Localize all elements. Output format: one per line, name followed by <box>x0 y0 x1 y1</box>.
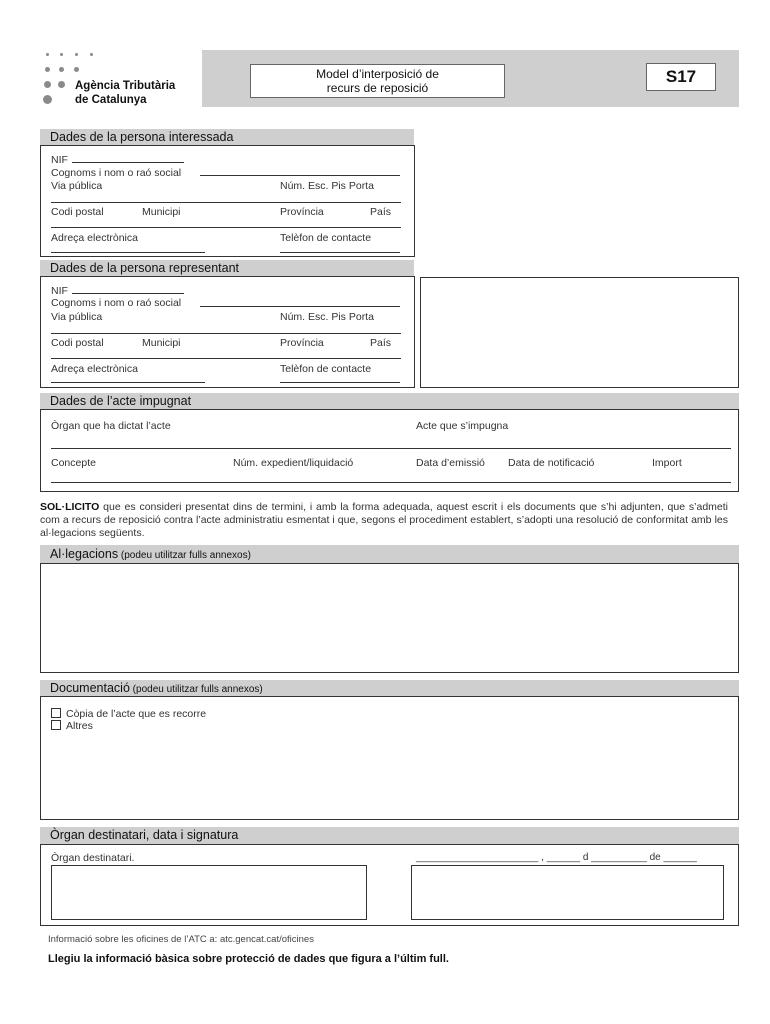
rep-adreca-field[interactable] <box>51 382 205 383</box>
data-emissio-label: Data d’emissió <box>416 457 485 469</box>
section-acte-heading: Dades de l’acte impugnat <box>40 393 739 409</box>
logo-dot <box>45 67 50 72</box>
provincia-label: Província <box>280 206 324 218</box>
organ-destinatari-field[interactable] <box>51 865 367 920</box>
section-organ-heading: Òrgan destinatari, data i signatura <box>40 827 739 844</box>
logo-dot <box>59 67 64 72</box>
data-protection-note: Llegiu la informació bàsica sobre protecció de dades que figura a l’últim full. <box>48 953 449 965</box>
logo-dot <box>58 81 65 88</box>
solicito-text: que es consideri presentat dins de termini, i amb la forma adequada, aquest escrit i els documents que s’hi adjunten, que s’admeti com a recurs de reposició contra l’acte administratiu esmentat i que, segons el procediment establert, s’adopti una resolució de conformitat amb les al·legacions següents. <box>40 501 728 539</box>
documentacio-note: (podeu utilitzar fulls annexos) <box>129 684 263 695</box>
section-allegacions-heading <box>40 545 739 563</box>
num-expedient-label: Núm. expedient/liquidació <box>233 457 354 469</box>
logo-dot <box>44 81 51 88</box>
section-representant-heading: Dades de la persona representant <box>40 260 414 276</box>
allegacions-note: (podeu utilitzar fulls annexos) <box>118 550 251 561</box>
acte-impugna-label: Acte que s’impugna <box>416 420 509 432</box>
concepte-label: Concepte <box>51 457 96 469</box>
altres-label: Altres <box>66 720 93 732</box>
logo-dot <box>43 95 52 104</box>
altres-checkbox[interactable] <box>51 720 61 730</box>
via-field[interactable] <box>51 202 401 203</box>
via-label: Via pública <box>51 180 103 192</box>
logo-dot <box>75 53 78 56</box>
registry-stamp-box <box>420 277 739 388</box>
copia-acte-option[interactable] <box>51 708 206 720</box>
rep-cognoms-label: Cognoms i nom o raó social <box>51 297 182 309</box>
municipi-label: Municipi <box>142 206 181 218</box>
telefon-field[interactable] <box>280 252 400 253</box>
nif-field[interactable] <box>72 162 184 163</box>
form-title <box>250 64 505 98</box>
allegacions-textarea[interactable] <box>40 563 739 673</box>
rep-telefon-label: Telèfon de contacte <box>280 363 372 375</box>
num-label: Núm. Esc. Pis Porta <box>280 180 374 192</box>
rep-provincia-label: Província <box>280 337 324 349</box>
form-code: S17 <box>646 63 716 91</box>
rep-num-label: Núm. Esc. Pis Porta <box>280 311 374 323</box>
rep-municipi-label: Municipi <box>142 337 181 349</box>
organ-destinatari-label: Òrgan destinatari. <box>51 852 135 864</box>
rep-codi-postal-field[interactable] <box>51 358 401 359</box>
form-title-line1: Model d’interposició de <box>316 67 439 81</box>
adreca-label: Adreça electrònica <box>51 232 138 244</box>
copia-acte-label: Còpia de l’acte que es recorre <box>66 708 207 720</box>
concepte-field[interactable] <box>51 482 731 483</box>
rep-codi-postal-label: Codi postal <box>51 337 104 349</box>
solicito-paragraph <box>40 501 728 540</box>
telefon-label: Telèfon de contacte <box>280 232 372 244</box>
rep-via-label: Via pública <box>51 311 103 323</box>
logo-dot <box>90 53 93 56</box>
section-documentacio-heading <box>40 680 739 696</box>
cognoms-label: Cognoms i nom o raó social <box>51 167 182 179</box>
import-label: Import <box>652 457 682 469</box>
agency-name-line1: Agència Tributària <box>75 80 176 92</box>
cognoms-field[interactable] <box>200 175 400 176</box>
codi-postal-label: Codi postal <box>51 206 104 218</box>
signature-field[interactable] <box>411 865 724 920</box>
codi-postal-field[interactable] <box>51 227 401 228</box>
logo-dot <box>60 53 63 56</box>
organ-dictat-field[interactable] <box>51 448 731 449</box>
section-interessada-heading: Dades de la persona interessada <box>40 129 414 145</box>
form-title-line2: recurs de reposició <box>326 81 429 95</box>
allegacions-title: Al·legacions <box>50 547 119 561</box>
solicito-keyword: SOL·LICITO <box>40 501 100 513</box>
adreca-field[interactable] <box>51 252 205 253</box>
logo-dot <box>74 67 79 72</box>
rep-pais-label: País <box>370 337 392 349</box>
logo-dot <box>46 53 49 56</box>
pais-label: País <box>370 206 392 218</box>
copia-acte-checkbox[interactable] <box>51 708 61 718</box>
altres-option[interactable] <box>51 720 93 732</box>
place-date-line[interactable]: ______________________ , ______ d __________ de ______ <box>416 852 697 863</box>
rep-telefon-field[interactable] <box>280 382 400 383</box>
rep-adreca-label: Adreça electrònica <box>51 363 138 375</box>
agency-name-line2: de Catalunya <box>75 94 147 106</box>
rep-nif-label: NIF <box>51 285 68 297</box>
rep-nif-field[interactable] <box>72 293 184 294</box>
rep-via-field[interactable] <box>51 333 401 334</box>
data-notificacio-label: Data de notificació <box>508 457 595 469</box>
offices-info: Informació sobre les oficines de l’ATC a: atc.gencat.cat/oficines <box>48 934 314 945</box>
rep-cognoms-field[interactable] <box>200 306 400 307</box>
documentacio-title: Documentació <box>50 681 130 695</box>
nif-label: NIF <box>51 154 68 166</box>
organ-dictat-label: Òrgan que ha dictat l’acte <box>51 420 171 432</box>
